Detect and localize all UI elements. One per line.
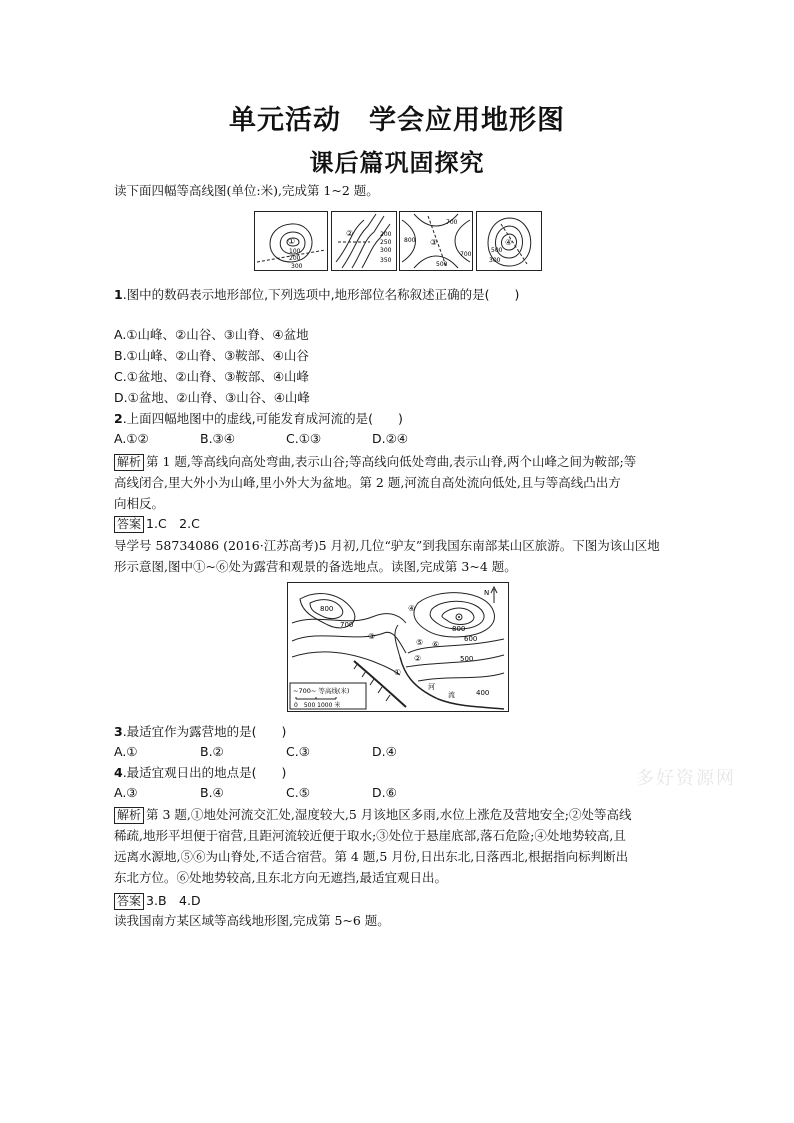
page-subtitle: 课后篇巩固探究 <box>309 148 485 177</box>
answer-tag: 答案 <box>114 516 144 533</box>
q4-option-d[interactable]: D.⑥ <box>372 785 397 800</box>
q3-option-d[interactable]: D.④ <box>372 744 397 759</box>
contour-panel-3-svg <box>400 212 472 270</box>
north-arrow-icon <box>491 587 497 603</box>
answer-1 <box>114 514 200 534</box>
question-2 <box>114 409 403 429</box>
map-point-1: ① <box>394 668 402 677</box>
panel4-label-point: ④ <box>505 238 513 247</box>
panel1-label-300: 300 <box>291 263 303 270</box>
answer-2-text: 3.B 4.D <box>146 893 201 908</box>
q2-option-b[interactable]: B.③④ <box>200 431 235 446</box>
map-label-400: 400 <box>476 689 490 697</box>
watermark: 多好资源网 <box>636 768 736 789</box>
guide-line-2: 形示意图,图中①~⑥处为露营和观景的备选地点。读图,完成第 3~4 题。 <box>114 559 517 574</box>
panel2-label-350: 350 <box>380 257 392 264</box>
question-1 <box>114 285 519 305</box>
q3-option-a[interactable]: A.① <box>114 744 138 759</box>
north-label: N <box>484 589 490 597</box>
legend-scale: 0 500 1000 米 <box>294 702 341 709</box>
analysis-2-tag: 解析 <box>114 807 144 824</box>
panel2-label-250: 250 <box>380 239 392 246</box>
q1-option-d[interactable]: D.①盆地、②山脊、③山谷、④山峰 <box>114 390 310 405</box>
contour-panel-2 <box>331 211 397 271</box>
q2-options <box>114 429 458 449</box>
answer-2 <box>114 891 201 911</box>
q1-option-c[interactable]: C.①盆地、②山脊、③鞍部、④山峰 <box>114 369 310 384</box>
analysis-2-line-4: 东北方位。⑥处地势较高,且东北方向无遮挡,最适宜观日出。 <box>114 870 447 885</box>
q4-option-a[interactable]: A.③ <box>114 785 138 800</box>
panel3-label-700b: 700 <box>460 251 472 258</box>
q3-option-c[interactable]: C.③ <box>286 744 310 759</box>
contour-panel-1-svg <box>255 212 327 270</box>
panel3-label-800: 800 <box>404 237 416 244</box>
q4-options <box>114 783 458 803</box>
contour-panel-2-svg <box>332 212 396 270</box>
q2-option-a[interactable]: A.①② <box>114 431 149 446</box>
question-3-text: .最适宜作为露营地的是( ) <box>122 724 287 739</box>
q2-option-d[interactable]: D.②④ <box>372 431 409 446</box>
panel1-label-200: 200 <box>289 255 301 262</box>
question-1-text: .图中的数码表示地形部位,下列选项中,地形部位名称叙述正确的是( ) <box>122 287 520 302</box>
panel4-label-500: 500 <box>491 247 503 254</box>
map-point-3: ③ <box>368 632 376 641</box>
map-label-500: 500 <box>460 655 474 663</box>
analysis-2-line-1 <box>114 804 684 825</box>
map-point-2: ② <box>414 654 422 663</box>
question-3 <box>114 722 286 742</box>
map-label-600: 600 <box>464 635 478 643</box>
legend-contour-line: ~700~ 等高线(米) <box>293 687 350 695</box>
intro-text-1: 读下面四幅等高线图(单位:米),完成第 1~2 题。 <box>114 183 379 198</box>
question-3-number: 3 <box>114 724 123 739</box>
question-4 <box>114 763 286 783</box>
q1-option-b[interactable]: B.①山峰、②山脊、③鞍部、④山谷 <box>114 348 309 363</box>
guide-line-1: 导学号 58734086 (2016·江苏高考)5 月初,几位“驴友”到我国东南部某山区旅游。下图为该山区地 <box>114 538 660 553</box>
analysis-1 <box>114 451 684 514</box>
answer-2-tag: 答案 <box>114 893 144 910</box>
analysis-2 <box>114 804 684 888</box>
q3-option-b[interactable]: B.② <box>200 744 224 759</box>
contour-panel-4-svg <box>477 212 541 270</box>
question-1-number: 1 <box>114 287 123 302</box>
q4-option-b[interactable]: B.④ <box>200 785 224 800</box>
map-river-label-1: 河 <box>428 683 435 691</box>
topographic-map-svg <box>288 583 508 711</box>
map-point-5: ⑤ <box>416 638 424 647</box>
map-point-6: ⑥ <box>432 640 440 649</box>
contour-panel-4 <box>476 211 542 271</box>
question-2-text: .上面四幅地图中的虚线,可能发育成河流的是( ) <box>122 411 403 426</box>
panel2-label-point: ② <box>346 229 354 238</box>
map-label-700: 700 <box>340 621 354 629</box>
panel2-label-200: 200 <box>380 231 392 238</box>
panel4-label-300: 300 <box>489 257 501 264</box>
contour-panel-3 <box>399 211 473 271</box>
q1-option-a[interactable]: A.①山峰、②山谷、③山脊、④盆地 <box>114 327 309 342</box>
question-4-text: .最适宜观日出的地点是( ) <box>122 765 287 780</box>
panel3-label-point: ③ <box>430 238 438 247</box>
map-label-800-left: 800 <box>320 605 334 613</box>
analysis-2-line-3: 远离水源地,⑤⑥为山脊处,不适合宿营。第 4 题,5 月份,日出东北,日落西北,根据指向标判断出 <box>114 849 629 864</box>
panel1-label-point: ① <box>288 237 296 246</box>
analysis-tag: 解析 <box>114 454 144 471</box>
topographic-map <box>287 582 509 712</box>
panel2-label-300: 300 <box>380 247 392 254</box>
analysis-2-text-1: 第 3 题,①地处河流交汇处,湿度较大,5 月该地区多雨,水位上涨危及营地安全;②处等高线 <box>146 807 632 822</box>
q2-option-c[interactable]: C.①③ <box>286 431 322 446</box>
answer-1-text: 1.C 2.C <box>146 516 200 531</box>
analysis-1-line-2: 高线闭合,里大外小为山峰,里小外大为盆地。第 2 题,河流自高处流向低处,且与等高线凸出方 <box>114 475 621 490</box>
question-4-number: 4 <box>114 765 123 780</box>
analysis-1-text-1: 第 1 题,等高线向高处弯曲,表示山谷;等高线向低处弯曲,表示山脊,两个山峰之间为鞍部;等 <box>146 454 637 469</box>
map-point-4: ④ <box>408 604 416 613</box>
q4-option-c[interactable]: C.⑤ <box>286 785 310 800</box>
panel3-label-500: 500 <box>436 261 448 268</box>
panel3-label-700a: 700 <box>446 219 458 226</box>
guide-paragraph <box>114 535 684 577</box>
q3-options <box>114 742 458 762</box>
page-title: 单元活动 学会应用地形图 <box>229 105 565 136</box>
map-river-label-2: 流 <box>448 691 455 699</box>
panel1-label-100: 100 <box>289 248 301 255</box>
analysis-1-line-1 <box>114 451 684 472</box>
contour-panel-1 <box>254 211 328 271</box>
map-label-800-right: 800 <box>452 625 466 633</box>
analysis-1-line-3: 向相反。 <box>114 496 165 511</box>
question-2-number: 2 <box>114 411 123 426</box>
intro-text-2: 读我国南方某区域等高线地形图,完成第 5~6 题。 <box>114 913 390 928</box>
analysis-2-line-2: 稀疏,地形平坦便于宿营,且距河流较近便于取水;③处位于悬崖底部,落石危险;④处地势较高,且 <box>114 828 626 843</box>
